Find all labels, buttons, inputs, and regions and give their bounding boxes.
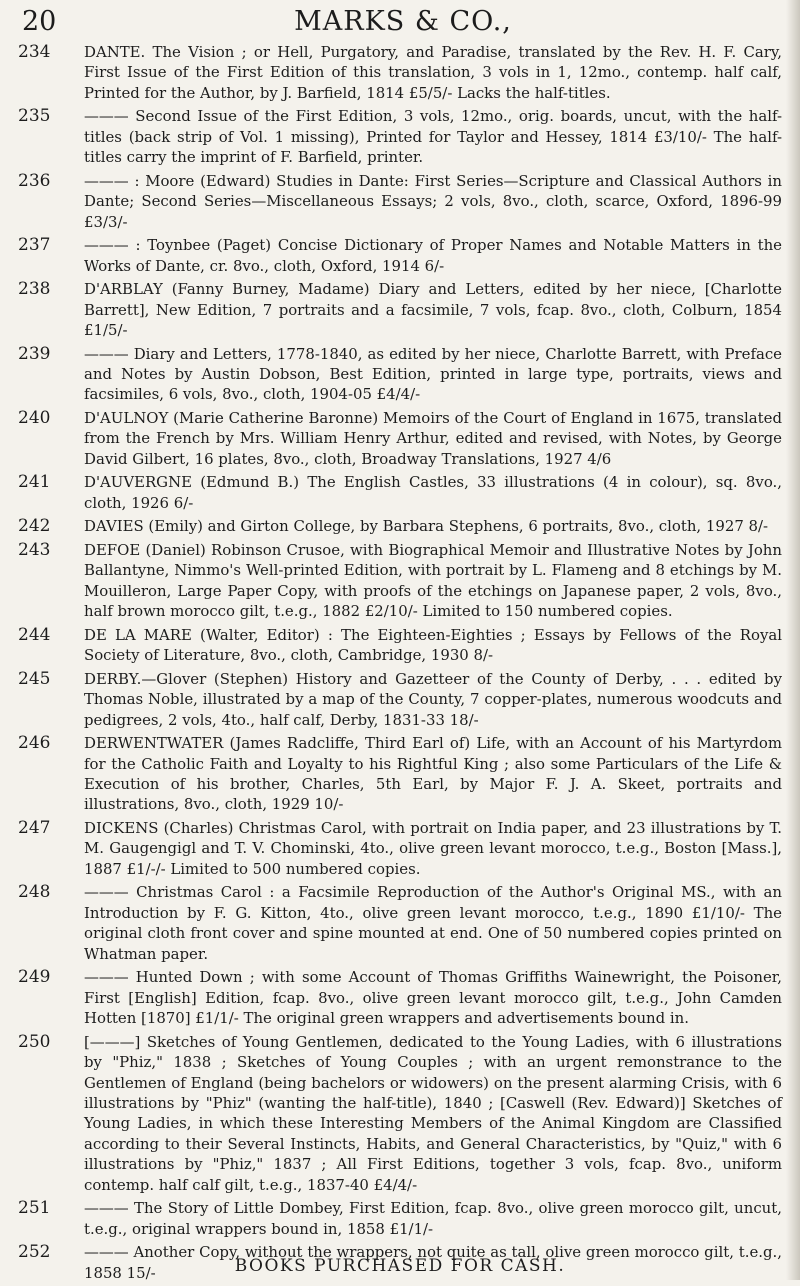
entry-number: 235	[18, 106, 51, 127]
catalogue-entry	[18, 1032, 782, 1195]
entry-text: DERWENTWATER (James Radcliffe, Third Earl of) Life, with an Account of his Martyrdom for the Catholic Faith and Loyalty to his Rightful King ; also some Particulars of the Life & Execution of his brother, Charles, 5th Earl, by Major F. J. A. Skeet, portraits and illustrations, 8vo., cloth, 1929 10/-	[84, 734, 782, 814]
entry-number: 251	[18, 1198, 51, 1219]
catalogue-entry	[18, 540, 782, 622]
entry-text: ——— The Story of Little Dombey, First Edition, fcap. 8vo., olive green morocco gilt, uncut, t.e.g., original wrappers bound in, 1858 £1/1/-	[84, 1199, 782, 1238]
catalogue-entry	[18, 882, 782, 964]
catalogue-entry	[18, 472, 782, 513]
entry-text: ——— Diary and Letters, 1778-1840, as edited by her niece, Charlotte Barrett, with Preface and Notes by Austin Dobson, Best Edition, printed in large type, portraits, views and facsimiles, 6 vols, 8vo., cloth, 1904-05 £4/4/-	[84, 344, 782, 404]
entry-text: D'ARBLAY (Fanny Burney, Madame) Diary and Letters, edited by her niece, [Charlotte Barrett], New Edition, 7 portraits and a facsimile, 7 vols, fcap. 8vo., cloth, Colburn, 1854 £1/5/-	[84, 280, 782, 340]
entry-text: DEFOE (Daniel) Robinson Crusoe, with Biographical Memoir and Illustrative Notes by John Ballantyne, Nimmo's Well-printed Edition, with portrait by L. Flameng and 8 etchings by M. Mouilleron, Large Paper Copy, with proofs of the etchings on Japanese paper, 2 vols, 8vo., half brown morocco gilt, t.e.g., 1882 £2/10/- Limited to 150 numbered copies.	[84, 541, 782, 621]
catalogue-entry	[18, 669, 782, 730]
catalogue-entry	[18, 733, 782, 815]
entry-number: 246	[18, 733, 51, 754]
page-number: 20	[22, 6, 57, 37]
entry-number: 242	[18, 516, 51, 537]
running-title: MARKS & CO.,	[294, 6, 512, 37]
catalogue-entry	[18, 171, 782, 232]
catalogue-entry	[18, 344, 782, 405]
entry-text: ——— Second Issue of the First Edition, 3 vols, 12mo., orig. boards, uncut, with the half-titles (back strip of Vol. 1 missing), Printed for Taylor and Hessey, 1814 £3/10/- The half-titles carry the imprint of F. Barfield, printer.	[84, 107, 782, 167]
catalogue-entry	[18, 408, 782, 469]
entry-text: DICKENS (Charles) Christmas Carol, with portrait on India paper, and 23 illustrations by T. M. Gaugengigl and T. V. Chominski, 4to., olive green levant morocco, t.e.g., Boston [Mass.], 1887 £1/-/- Limited to 500 numbered copies.	[84, 819, 782, 878]
catalogue-entry	[18, 235, 782, 276]
entry-number: 252	[18, 1242, 51, 1263]
entry-number: 237	[18, 235, 51, 256]
entry-text: ——— Another Copy, without the wrappers, not quite as tall, olive green morocco gilt, t.e.g., 1858 15/-	[84, 1243, 782, 1282]
catalogue-entry	[18, 967, 782, 1028]
entry-number: 239	[18, 343, 51, 364]
catalogue-entry	[18, 42, 782, 103]
entry-text: DAVIES (Emily) and Girton College, by Barbara Stephens, 6 portraits, 8vo., cloth, 1927 8/-	[84, 517, 769, 536]
catalogue-entry	[18, 516, 782, 536]
entry-number: 240	[18, 408, 51, 429]
entry-text: ——— Christmas Carol : a Facsimile Reproduction of the Author's Original MS., with an Introduction by F. G. Kitton, 4to., olive green levant morocco, t.e.g., 1890 £1/10/- The original cloth front cover and spine mounted at end. One of 50 numbered copies printed on Whatman paper.	[84, 883, 782, 963]
entry-text: DANTE. The Vision ; or Hell, Purgatory, and Paradise, translated by the Rev. H. F. Cary, First Issue of the First Edition of this translation, 3 vols in 1, 12mo., contemp. half calf, Printed for the Author, by J. Barfield, 1814 £5/5/- Lacks the half-titles.	[84, 43, 782, 102]
catalogue-entry	[18, 1198, 782, 1239]
entry-number: 234	[18, 42, 51, 62]
page-edge-shadow	[786, 0, 800, 1280]
entry-number: 245	[18, 668, 51, 689]
entry-number: 243	[18, 540, 51, 561]
entry-text: [———] Sketches of Young Gentlemen, dedicated to the Young Ladies, with 6 illustrations by "Phiz," 1838 ; Sketches of Young Couples ; with an urgent remonstrance to the Gentlemen of England (being bachelors or widowers) on the present alarming Crisis, with 6 illustrations by "Phiz" (wanting the half-title), 1840 ; [Caswell (Rev. Edward)] Sketches of Young Ladies, in which these Interesting Members of the Animal Kingdom are Classified according to their Several Instincts, Habits, and General Characteristics, by "Quiz," with 6 illustrations by "Phiz," 1837 ; All First Editions, together 3 vols, fcap. 8vo., uniform contemp. half calf gilt, t.e.g., 1837-40 £4/4/-	[84, 1032, 782, 1194]
entry-number: 236	[18, 170, 51, 191]
entry-number: 250	[18, 1031, 51, 1052]
page-header	[22, 6, 784, 46]
entry-text: DERBY.—Glover (Stephen) History and Gazetteer of the County of Derby, . . . edited by Thomas Noble, illustrated by a map of the County, 7 copper-plates, numerous woodcuts and pedigrees, 2 vols, 4to., half calf, Derby, 1831-33 18/-	[84, 669, 782, 729]
catalogue-entry	[18, 279, 782, 340]
entry-number: 249	[18, 967, 51, 988]
entry-number: 241	[18, 472, 51, 493]
entry-number: 247	[18, 818, 51, 839]
entry-number: 248	[18, 882, 51, 903]
entry-text: ——— Hunted Down ; with some Account of Thomas Griffiths Wainewright, the Poisoner, First [English] Edition, fcap. 8vo., olive green levant morocco gilt, t.e.g., John Camden Hotten [1870] £1/1/- The original green wrappers and advertisements bound in.	[84, 968, 782, 1028]
entry-number: 238	[18, 279, 51, 300]
catalogue-entry	[18, 106, 782, 167]
entry-text: ——— : Moore (Edward) Studies in Dante: First Series—Scripture and Classical Authors in Dante; Second Series—Miscellaneous Essays; 2 vols, 8vo., cloth, scarce, Oxford, 1896-99 £3/3/-	[84, 171, 782, 231]
catalogue-entries	[18, 42, 782, 1286]
entry-number: 244	[18, 624, 51, 645]
catalogue-entry	[18, 818, 782, 879]
entry-text: D'AUVERGNE (Edmund B.) The English Castles, 33 illustrations (4 in colour), sq. 8vo., cloth, 1926 6/-	[84, 473, 782, 512]
page-footer: BOOKS PURCHASED FOR CASH.	[234, 1256, 566, 1276]
entry-text: DE LA MARE (Walter, Editor) : The Eighteen-Eighties ; Essays by Fellows of the Royal Society of Literature, 8vo., cloth, Cambridge, 1930 8/-	[84, 625, 782, 665]
catalogue-entry	[18, 625, 782, 666]
entry-text: ——— : Toynbee (Paget) Concise Dictionary of Proper Names and Notable Matters in the Works of Dante, cr. 8vo., cloth, Oxford, 1914 6/-	[84, 236, 782, 275]
entry-text: D'AULNOY (Marie Catherine Baronne) Memoirs of the Court of England in 1675, translated from the French by Mrs. William Henry Arthur, edited and revised, with Notes, by George David Gilbert, 16 plates, 8vo., cloth, Broadway Translations, 1927 4/6	[84, 409, 782, 468]
